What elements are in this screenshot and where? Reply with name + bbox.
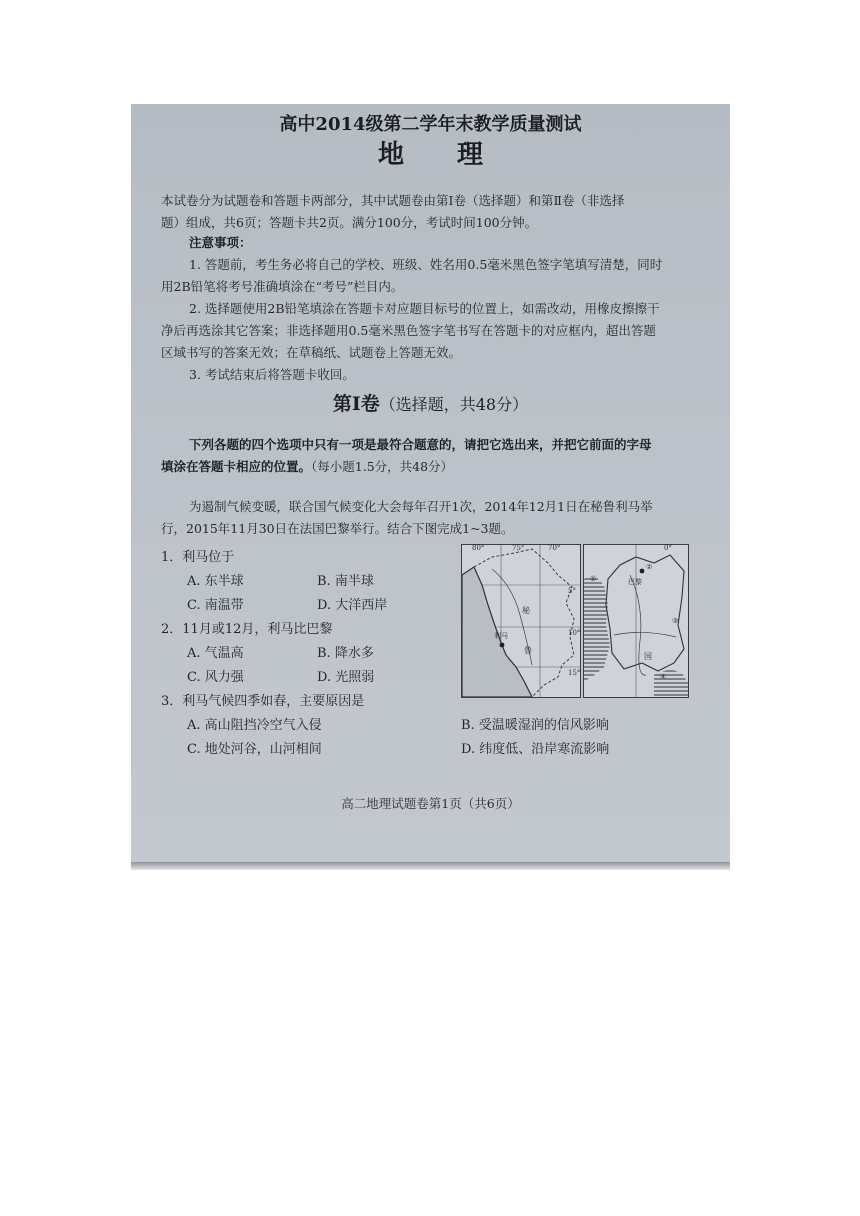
- question-3-option-a: A. 高山阻挡冷空气入侵: [187, 718, 322, 733]
- note-2-line-1: 2. 选择题使用2B铅笔填涂在答题卡对应题目标号的位置上，如需改动，用橡皮擦擦干: [189, 301, 660, 316]
- note-2-line-2: 净后再选涂其它答案；非选择题用0.5毫米黑色签字笔书写在答题卡的对应框内，超出答题: [161, 323, 656, 338]
- section-title-bold: 第Ⅰ卷: [332, 393, 380, 415]
- passage-line-2: 行，2015年11月30日在法国巴黎举行。结合下图完成1~3题。: [161, 521, 514, 536]
- instruction-line-2-bold: 填涂在答题卡相应的位置。: [161, 459, 312, 474]
- note-1-line-1: 1. 答题前，考生务必将自己的学校、班级、姓名用0.5毫米黑色签字笔填写清楚，同时: [189, 257, 663, 272]
- intro-line-1: 本试卷分为试题卷和答题卡两部分，其中试题卷由第Ⅰ卷（选择题）和第Ⅱ卷（非选择: [161, 193, 625, 208]
- passage-line-1: 为遏制气候变暖，联合国气候变化大会每年召开1次，2014年12月1日在秘鲁利马举: [189, 499, 653, 514]
- map-right-lon-0: 0°: [664, 544, 672, 552]
- question-3-option-b: B. 受温暖湿润的信风影响: [461, 718, 609, 733]
- exam-title: 高中2014级第二学年末教学质量测试: [279, 114, 582, 135]
- question-1-option-a: A. 东半球: [187, 574, 244, 589]
- section-title-rest: （选择题，共48分）: [379, 395, 529, 414]
- map-left-lat-15: 15°: [568, 669, 581, 677]
- instruction-line-2: [161, 456, 453, 478]
- map-left-lat-5: 5°: [568, 587, 576, 595]
- page-footer: 高二地理试题卷第1页（共6页）: [341, 796, 520, 811]
- question-2-option-a: A. 气温高: [187, 646, 244, 661]
- question-1-option-d: D. 大洋西岸: [317, 598, 388, 613]
- question-2-stem: 2．11月或12月，利马比巴黎: [161, 622, 333, 637]
- map-right-region-4: ④: [660, 673, 667, 681]
- question-3-option-d: D. 纬度低、沿岸寒流影响: [461, 742, 610, 757]
- map-left-country-1: 秘: [522, 606, 530, 615]
- map-left-lon-70: 70°: [548, 544, 561, 552]
- note-2-line-3: 区域书写的答案无效；在草稿纸、试题卷上答题无效。: [161, 345, 462, 360]
- map-peru-lima: [461, 544, 581, 698]
- question-3-stem: 3．利马气候四季如春，主要原因是: [161, 694, 365, 709]
- question-3-option-c: C. 地处河谷，山河相间: [187, 742, 322, 757]
- map-right-city-paris: 巴黎: [628, 578, 642, 586]
- map-right-region-1: ①: [590, 575, 597, 583]
- intro-line-2: 题）组成，共6页；答题卡共2页。满分100分，考试时间100分钟。: [161, 215, 538, 230]
- question-2-option-c: C. 风力强: [187, 670, 244, 685]
- notes-heading: 注意事项：: [189, 235, 252, 250]
- note-1-line-2: 用2B铅笔将考号准确填涂在“考号”栏目内。: [161, 279, 404, 294]
- question-1-option-b: B. 南半球: [317, 574, 374, 589]
- map-left-lat-10: 10°: [568, 629, 581, 637]
- question-2-option-b: B. 降水多: [317, 646, 374, 661]
- exam-page-photo: [131, 104, 730, 866]
- map-peru-drawing: [462, 545, 580, 697]
- note-3: 3. 考试结束后将答题卡收回。: [189, 367, 355, 382]
- map-france-paris: [583, 544, 689, 698]
- instruction-line-1: 下列各题的四个选项中只有一项是最符合题意的，请把它选出来，并把它前面的字母: [189, 437, 652, 452]
- question-1-option-c: C. 南温带: [187, 598, 244, 613]
- map-right-region-3: ③: [672, 617, 679, 625]
- question-1-stem: 1．利马位于: [161, 550, 235, 565]
- map-left-city-lima: 利马: [494, 632, 508, 640]
- map-left-lon-80: 80°: [472, 544, 485, 552]
- map-left-lon-75: 75°: [512, 544, 525, 552]
- map-left-country-2: 鲁: [524, 646, 532, 655]
- instruction-line-2-rest: （每小题1.5分，共48分）: [311, 459, 454, 474]
- map-right-region-2: ②: [646, 563, 653, 571]
- question-2-option-d: D. 光照弱: [317, 670, 375, 685]
- subject-title: 地 理: [377, 140, 506, 170]
- photo-bottom-edge: [131, 862, 730, 870]
- map-right-country: 国: [644, 652, 652, 661]
- section-title: [131, 389, 730, 416]
